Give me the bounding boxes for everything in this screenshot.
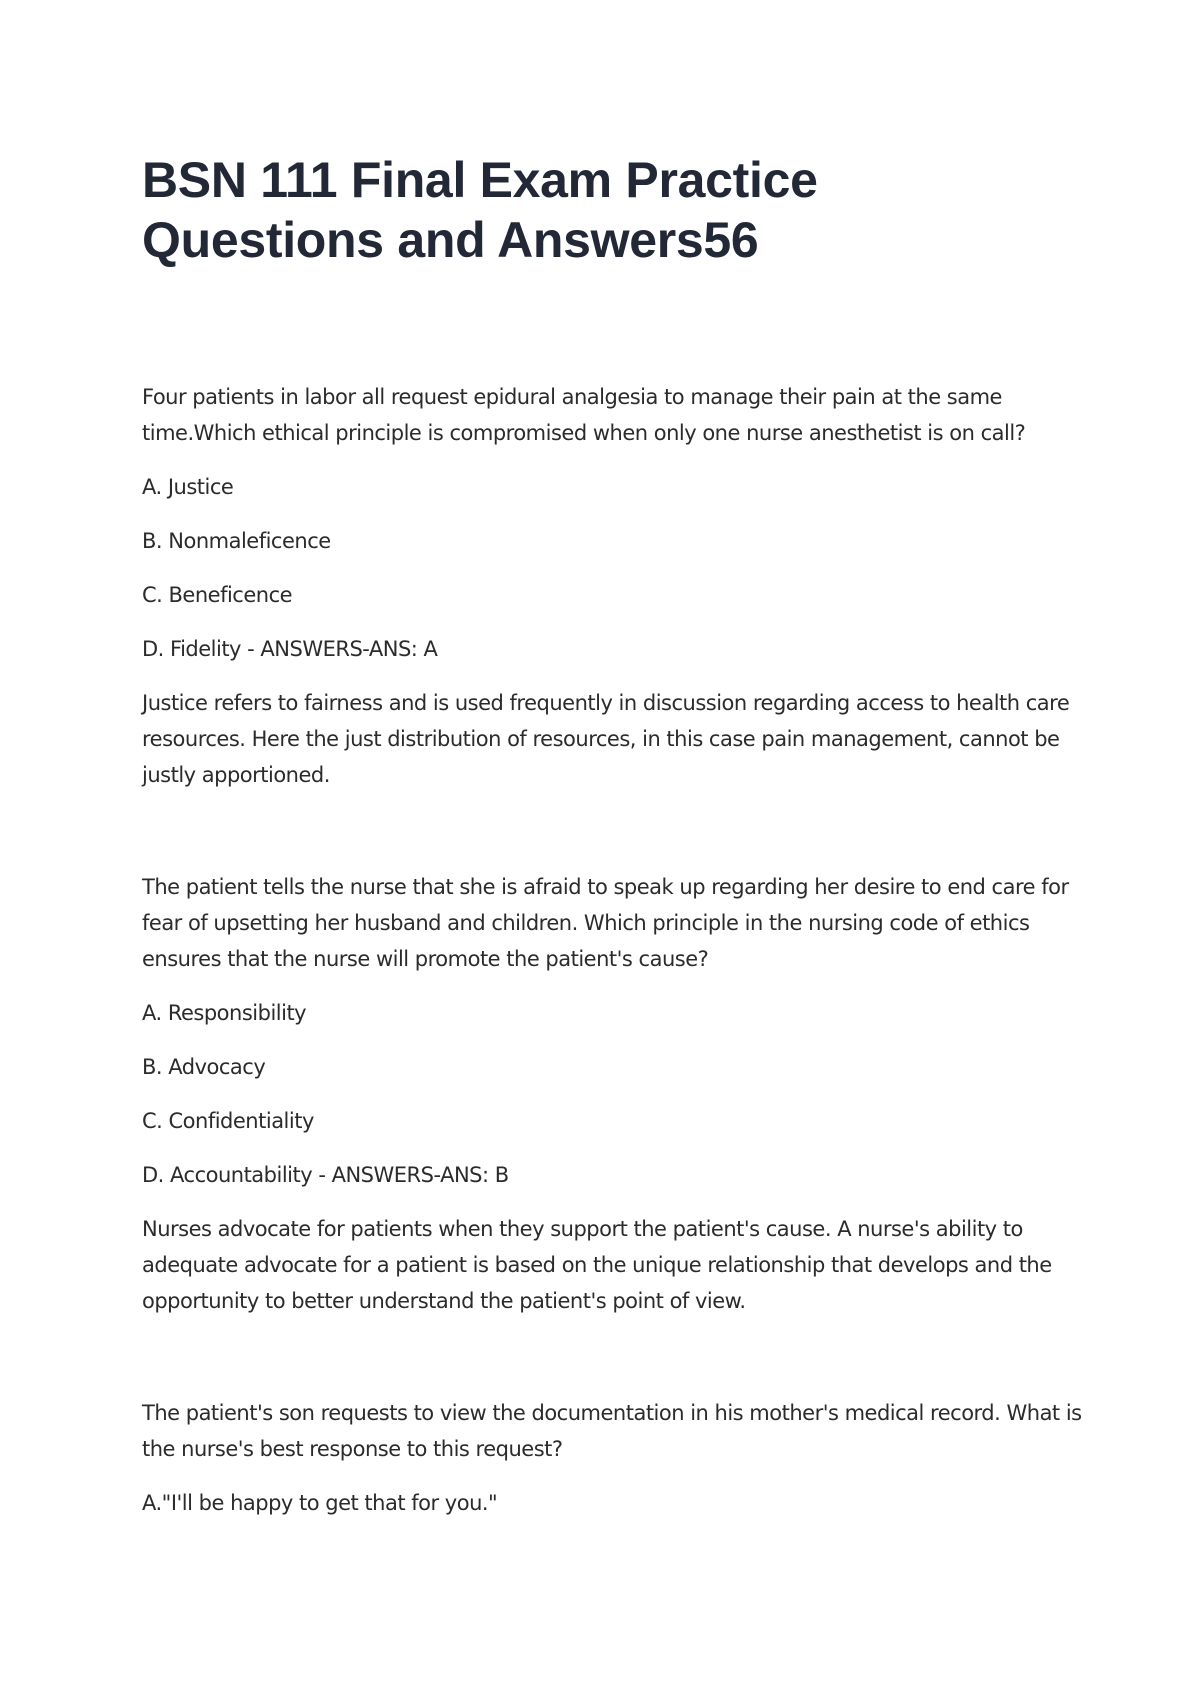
option-a: A."I'll be happy to get that for you." <box>142 1491 498 1515</box>
option-d-answer: D. Fidelity - ANSWERS-ANS: A <box>142 637 438 661</box>
document-body <box>142 379 1082 1521</box>
answer-explanation: Nurses advocate for patients when they support the patient's cause. A nurse's ability to adequate advocate for a patient is based on the unique relationship that develops and the opportunity to better understand the patient's point of view. <box>142 1217 1052 1313</box>
option-c: C. Beneficence <box>142 583 293 607</box>
option-a: A. Justice <box>142 475 234 499</box>
question-block-1 <box>142 379 1082 793</box>
option-b: B. Advocacy <box>142 1055 266 1079</box>
answer-explanation: Justice refers to fairness and is used frequently in discussion regarding access to health care resources. Here the just distribution of resources, in this case pain management, cannot be justly apportioned. <box>142 691 1070 787</box>
question-text: The patient tells the nurse that she is afraid to speak up regarding her desire to end care for fear of upsetting her husband and children. Which principle in the nursing code of ethics ensures that the nurse will promote the patient's cause? <box>142 875 1069 971</box>
title-line-2: Questions and Answers56 <box>142 212 759 268</box>
document-title <box>142 150 1042 270</box>
option-a: A. Responsibility <box>142 1001 307 1025</box>
question-block-2 <box>142 869 1082 1319</box>
option-d-answer: D. Accountability - ANSWERS-ANS: B <box>142 1163 509 1187</box>
option-c: C. Confidentiality <box>142 1109 314 1133</box>
question-text: Four patients in labor all request epidural analgesia to manage their pain at the same time.Which ethical principle is compromised when only one nurse anesthetist is on call? <box>142 385 1026 445</box>
question-block-3 <box>142 1395 1082 1521</box>
option-b: B. Nonmaleficence <box>142 529 331 553</box>
question-text: The patient's son requests to view the documentation in his mother's medical record. What is the nurse's best response to this request? <box>142 1401 1082 1461</box>
title-line-1: BSN 111 Final Exam Practice <box>142 152 818 208</box>
